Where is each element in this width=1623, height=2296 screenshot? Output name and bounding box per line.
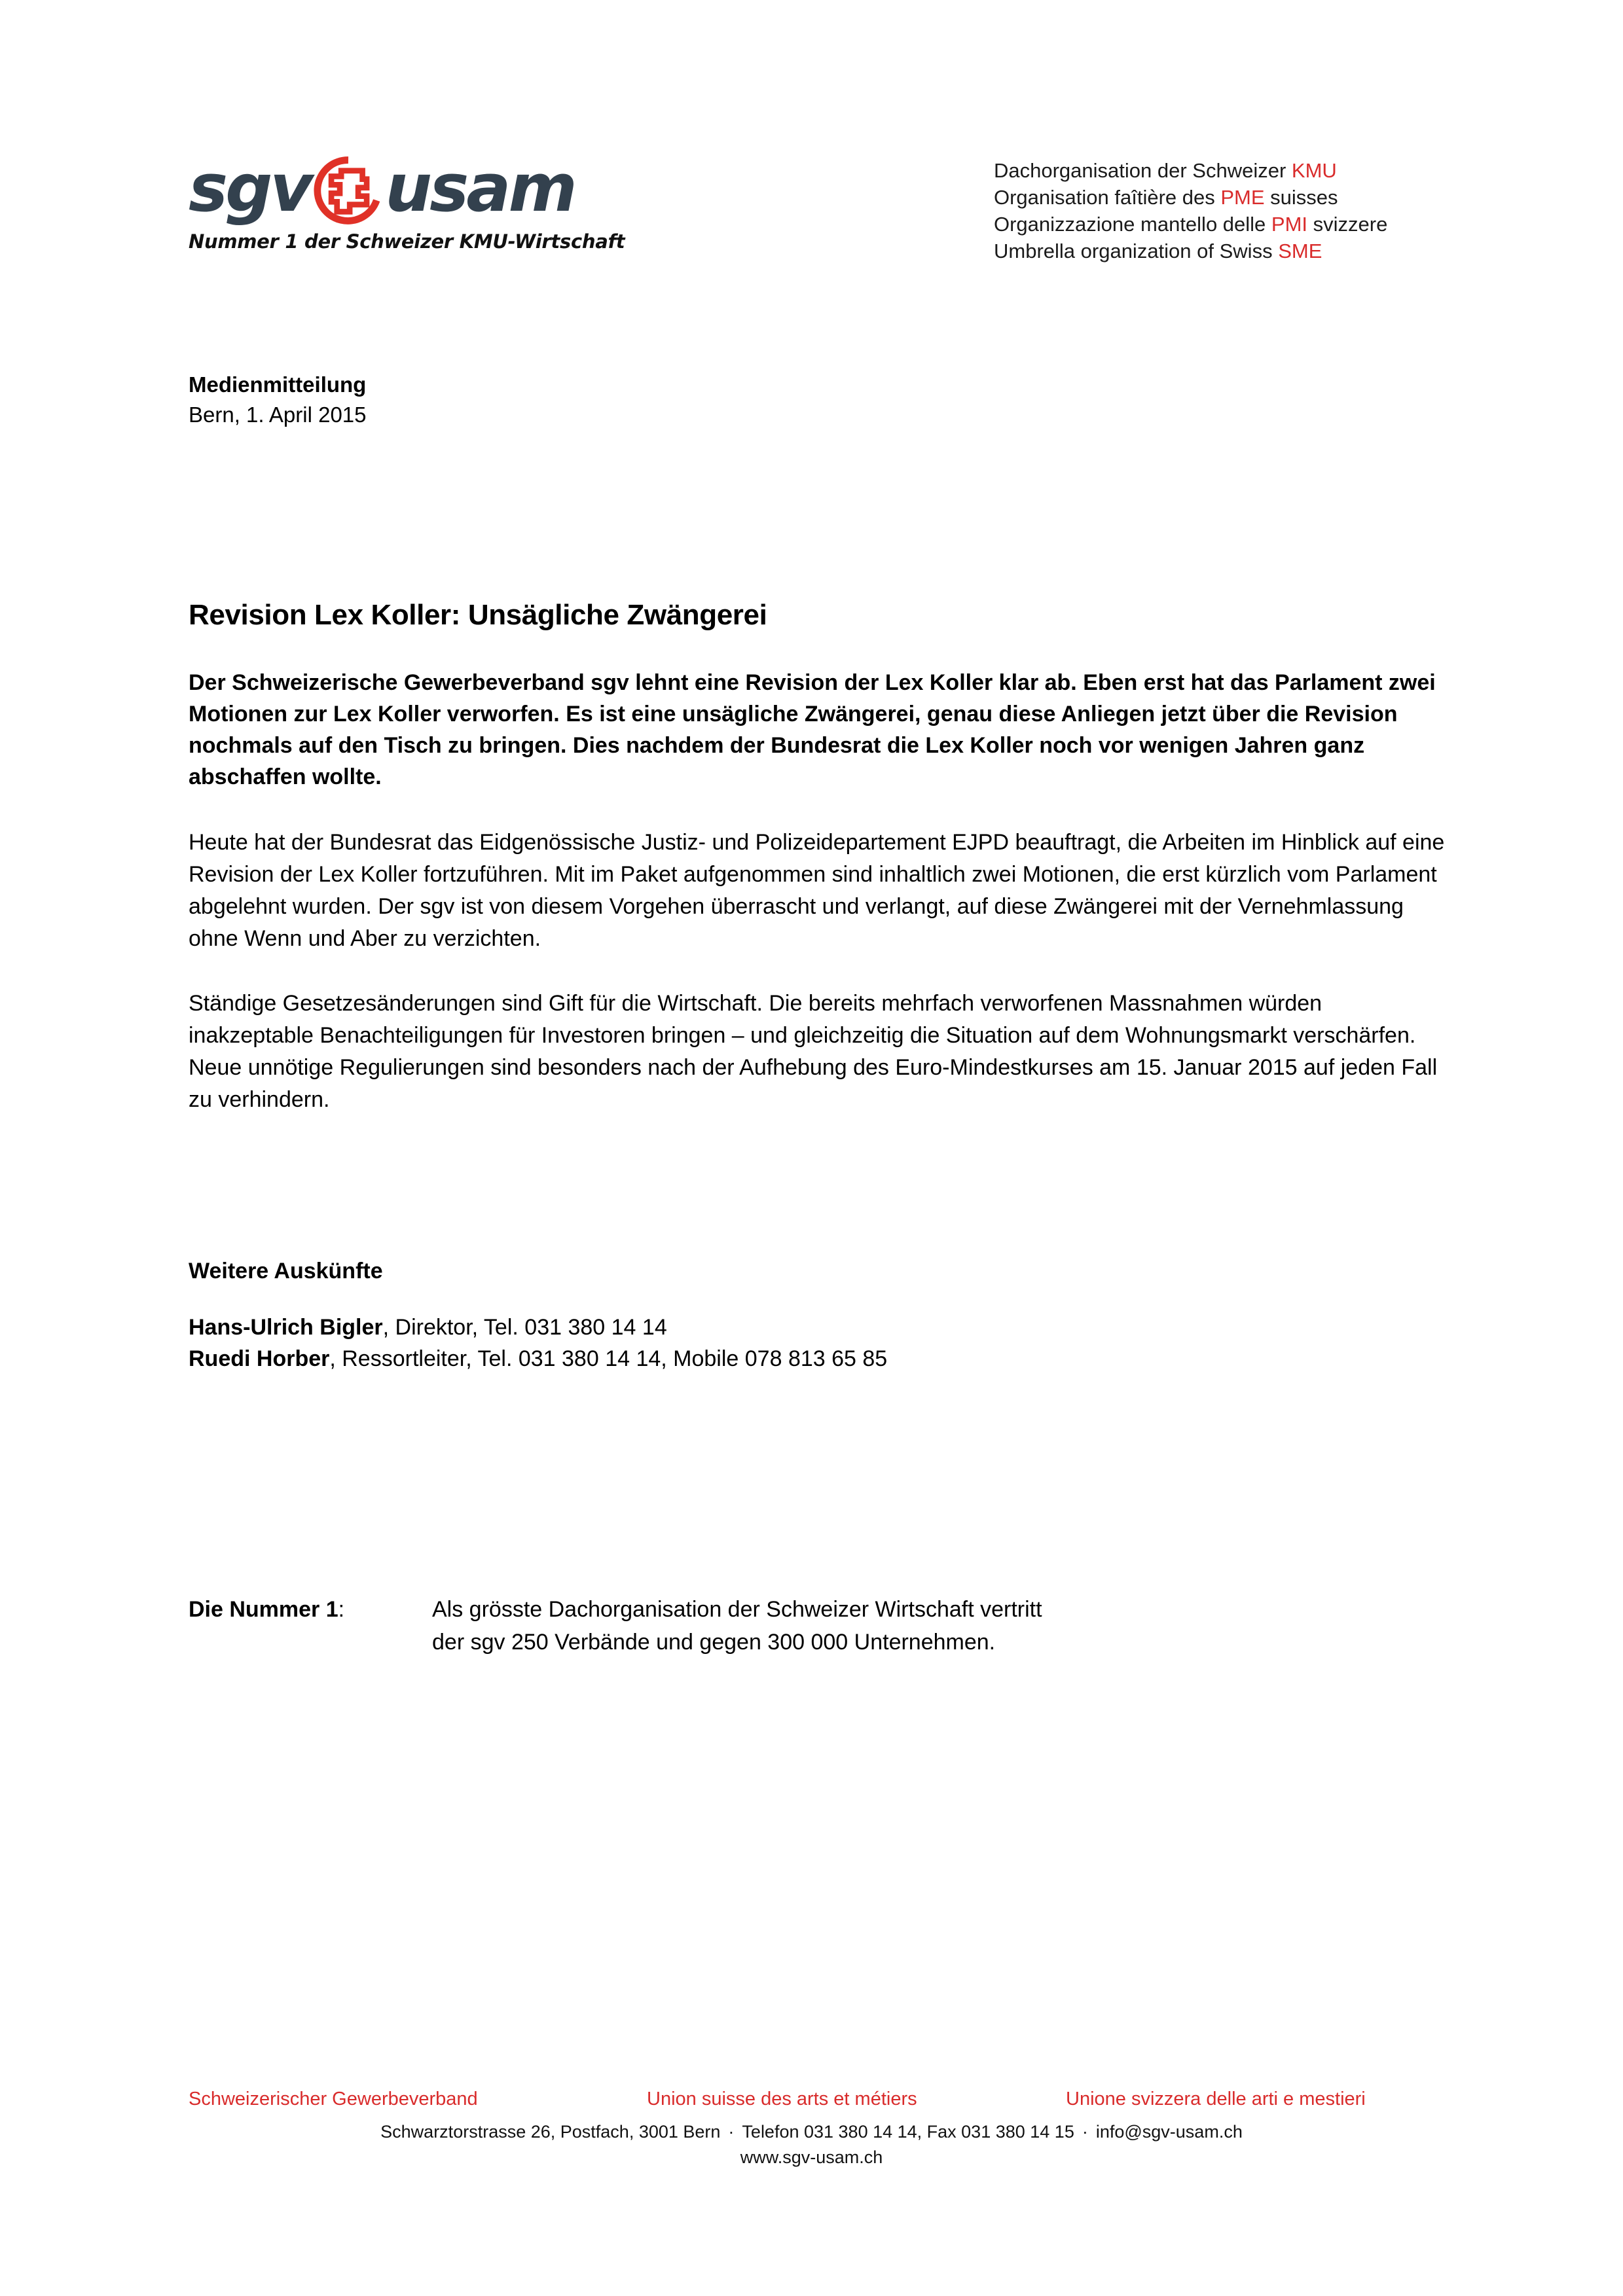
logo-tagline: Nummer 1 der Schweizer KMU-Wirtschaft: [189, 230, 625, 253]
header-lang-en: [994, 238, 1387, 264]
header-lang-fr: [994, 184, 1387, 211]
contact-person-2-details: , Ressortleiter, Tel. 031 380 14 14, Mobile 078 813 65 85: [329, 1346, 888, 1371]
logo-text-sgv: sgv: [189, 149, 311, 226]
page-title: Revision Lex Koller: Unsägliche Zwängerei: [189, 599, 767, 631]
header-lang-it-after: svizzere: [1307, 213, 1388, 236]
header-lang-en-accent: SME: [1278, 240, 1322, 262]
boilerplate-label: [189, 1593, 432, 1659]
document-content: [189, 599, 1449, 1149]
header-lang-it-before: Organizzazione mantello delle: [994, 213, 1271, 236]
lead-paragraph: Der Schweizerische Gewerbeverband sgv lehnt eine Revision der Lex Koller klar ab. Eben erst hat das Parlament zwei Motionen zur Lex Koller verworfen. Es ist eine unsägliche Zwängerei, genau diese Anliegen jetzt über die Revision nochmals auf den Tisch zu bringen. Dies nachdem der Bundesrat die Lex Koller noch vor wenigen Jahren ganz abschaffen wollte.: [189, 670, 1436, 789]
place-date: Bern, 1. April 2015: [189, 403, 367, 427]
footer-phone-fax: Telefon 031 380 14 14, Fax 031 380 14 15: [742, 2122, 1074, 2142]
boilerplate-text-line-1: Als grösste Dachorganisation der Schweizer Wirtschaft vertritt: [432, 1597, 1042, 1622]
body-paragraph-1: Heute hat der Bundesrat das Eidgenössische Justiz- und Polizeidepartement EJPD beauftragt, die Arbeiten im Hinblick auf eine Revision der Lex Koller fortzuführen. Mit im Paket aufgenommen sind inhaltlich zwei Motionen, die erst kürzlich vom Parlament abgelehnt wurden. Der sgv ist von diesem Vorgehen überrascht und verlangt, auf diese Zwängerei mit der Vernehmlassung ohne Wenn und Aber zu verzichten.: [189, 830, 1445, 951]
footer-contact-details: [0, 2119, 1623, 2170]
footer-org-de: Schweizerischer Gewerbeverband: [189, 2089, 478, 2109]
contact-person-1-name: Hans-Ulrich Bigler: [189, 1315, 383, 1340]
header-lang-de-before: Dachorganisation der Schweizer: [994, 159, 1292, 182]
page-footer: [0, 2089, 1623, 2170]
contact-person-1-details: , Direktor, Tel. 031 380 14 14: [382, 1315, 667, 1340]
header-lang-en-before: Umbrella organization of Swiss: [994, 240, 1279, 262]
footer-org-fr: Union suisse des arts et métiers: [647, 2089, 917, 2109]
footer-email[interactable]: info@sgv-usam.ch: [1095, 2122, 1243, 2142]
header-lang-de-accent: KMU: [1291, 159, 1337, 182]
document-meta: [189, 370, 367, 430]
footer-org-it: Unione svizzera delle arti e mestieri: [1066, 2089, 1366, 2109]
boilerplate-label-bold: Die Nummer 1: [189, 1597, 338, 1622]
footer-address-line: [0, 2119, 1623, 2145]
header-lang-fr-accent: PME: [1220, 186, 1265, 209]
page-header: [0, 149, 1623, 274]
contact-person-1: [189, 1312, 1449, 1343]
boilerplate-block: [189, 1593, 1449, 1659]
contact-person-2: [189, 1343, 1449, 1374]
header-lang-fr-after: suisses: [1264, 186, 1338, 209]
contact-person-2-name: Ruedi Horber: [189, 1346, 330, 1371]
document-type-label: Medienmitteilung: [189, 372, 367, 397]
boilerplate-label-colon: :: [338, 1597, 345, 1622]
sgv-usam-logo: [189, 149, 625, 253]
footer-organization-names: [0, 2089, 1623, 2110]
footer-separator-1: ·: [728, 2122, 735, 2142]
header-language-block: [994, 157, 1387, 264]
header-lang-de: [994, 157, 1387, 184]
swiss-cross-circle-emblem-icon: [313, 155, 384, 226]
footer-street-address: Schwarztorstrasse 26, Postfach, 3001 Bern: [380, 2122, 721, 2142]
contacts-section: [189, 1259, 1449, 1374]
logo-text-usam: usam: [385, 149, 575, 226]
header-lang-fr-before: Organisation faîtière des: [994, 186, 1221, 209]
logo-wordmark: [189, 149, 625, 226]
footer-website[interactable]: www.sgv-usam.ch: [740, 2147, 883, 2167]
footer-separator-2: ·: [1082, 2122, 1088, 2142]
header-lang-it: [994, 211, 1387, 238]
boilerplate-text: [432, 1593, 1449, 1659]
body-paragraph-2: Ständige Gesetzesänderungen sind Gift für die Wirtschaft. Die bereits mehrfach verworfenen Massnahmen würden inakzeptable Benachteiligungen für Investoren bringen – und gleichzeitig die Situation auf dem Wohnungsmarkt verschärfen. Neue unnötige Regulierungen sind besonders nach der Aufhebung des Euro-Mindestkurses am 15. Januar 2015 auf jeden Fall zu verhindern.: [189, 991, 1438, 1112]
header-lang-it-accent: PMI: [1271, 213, 1308, 236]
contacts-heading: Weitere Auskünfte: [189, 1259, 383, 1283]
boilerplate-text-line-2: der sgv 250 Verbände und gegen 300 000 Unternehmen.: [432, 1630, 996, 1655]
